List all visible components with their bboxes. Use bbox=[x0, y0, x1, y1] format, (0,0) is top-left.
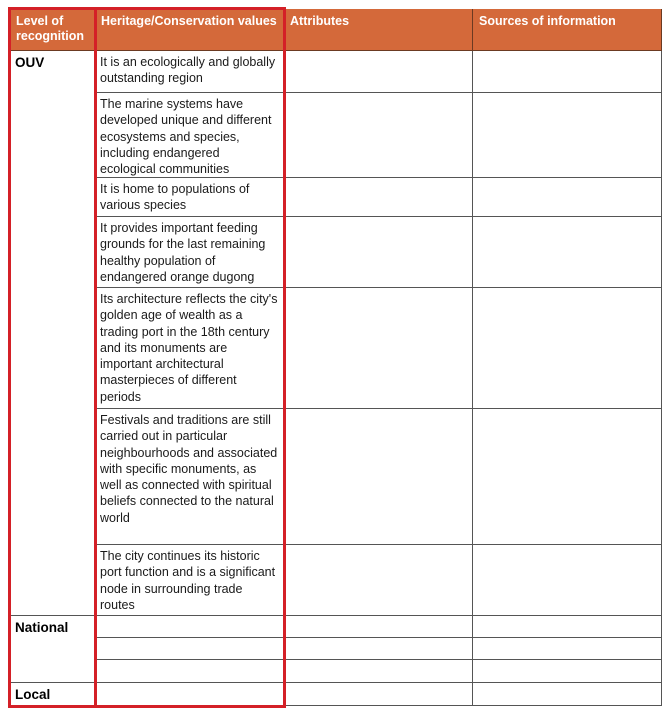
header-level-label: Level of recognition bbox=[16, 14, 85, 43]
level-national-label: National bbox=[15, 620, 69, 635]
table-row-value bbox=[95, 178, 284, 217]
heritage-values-table bbox=[10, 9, 662, 706]
sources-cell[interactable] bbox=[473, 93, 662, 178]
value-text: The marine systems have developed unique and different ecosystems and species, including endangered ecological communities bbox=[100, 97, 272, 177]
local-value-cell[interactable] bbox=[95, 683, 284, 706]
sources-cell[interactable] bbox=[473, 616, 662, 638]
level-national bbox=[10, 616, 95, 683]
sources-cell[interactable] bbox=[473, 409, 662, 545]
header-values bbox=[95, 9, 284, 51]
sources-cell[interactable] bbox=[473, 51, 662, 93]
value-text: It is an ecologically and globally outstanding region bbox=[100, 55, 276, 86]
level-local-label: Local bbox=[15, 687, 51, 702]
national-value-cell[interactable] bbox=[95, 638, 284, 660]
attributes-cell[interactable] bbox=[284, 51, 473, 93]
sources-cell[interactable] bbox=[473, 660, 662, 683]
level-ouv bbox=[10, 51, 95, 616]
attributes-cell[interactable] bbox=[284, 217, 473, 288]
table-row-value bbox=[95, 288, 284, 409]
level-ouv-label: OUV bbox=[15, 55, 45, 70]
sources-cell[interactable] bbox=[473, 683, 662, 706]
national-value-cell[interactable] bbox=[95, 660, 284, 683]
attributes-cell[interactable] bbox=[284, 288, 473, 409]
table-row-value bbox=[95, 93, 284, 178]
value-text: Its architecture reflects the city's golden age of wealth as a trading port in the 18th century and its monuments are important architectural masterpieces of different periods bbox=[100, 292, 278, 404]
value-text: It is home to populations of various species bbox=[100, 182, 250, 213]
header-attributes bbox=[284, 9, 473, 51]
attributes-cell[interactable] bbox=[284, 660, 473, 683]
table-row-value bbox=[95, 409, 284, 545]
header-attributes-label: Attributes bbox=[290, 14, 350, 28]
sources-cell[interactable] bbox=[473, 545, 662, 616]
attributes-cell[interactable] bbox=[284, 178, 473, 217]
attributes-cell[interactable] bbox=[284, 683, 473, 706]
attributes-cell[interactable] bbox=[284, 545, 473, 616]
sources-cell[interactable] bbox=[473, 178, 662, 217]
header-sources bbox=[473, 9, 662, 51]
value-text: The city continues its historic port function and is a significant node in surrounding trade routes bbox=[100, 549, 276, 612]
attributes-cell[interactable] bbox=[284, 93, 473, 178]
header-values-label: Heritage/Conservation values bbox=[101, 14, 277, 28]
attributes-cell[interactable] bbox=[284, 638, 473, 660]
table-row-value bbox=[95, 51, 284, 93]
sources-cell[interactable] bbox=[473, 638, 662, 660]
attributes-cell[interactable] bbox=[284, 409, 473, 545]
header-sources-label: Sources of information bbox=[479, 14, 616, 28]
sources-cell[interactable] bbox=[473, 288, 662, 409]
header-level bbox=[10, 9, 95, 51]
value-text: It provides important feeding grounds for the last remaining healthy population of endangered orange dugong bbox=[100, 221, 266, 284]
attributes-cell[interactable] bbox=[284, 616, 473, 638]
table-row-value bbox=[95, 217, 284, 288]
sources-cell[interactable] bbox=[473, 217, 662, 288]
national-value-cell[interactable] bbox=[95, 616, 284, 638]
table-row-value bbox=[95, 545, 284, 616]
value-text: Festivals and traditions are still carried out in particular neighbourhoods and associated with specific monuments, as well as connected with spiritual beliefs connected to the natural world bbox=[100, 413, 278, 525]
level-local bbox=[10, 683, 95, 706]
